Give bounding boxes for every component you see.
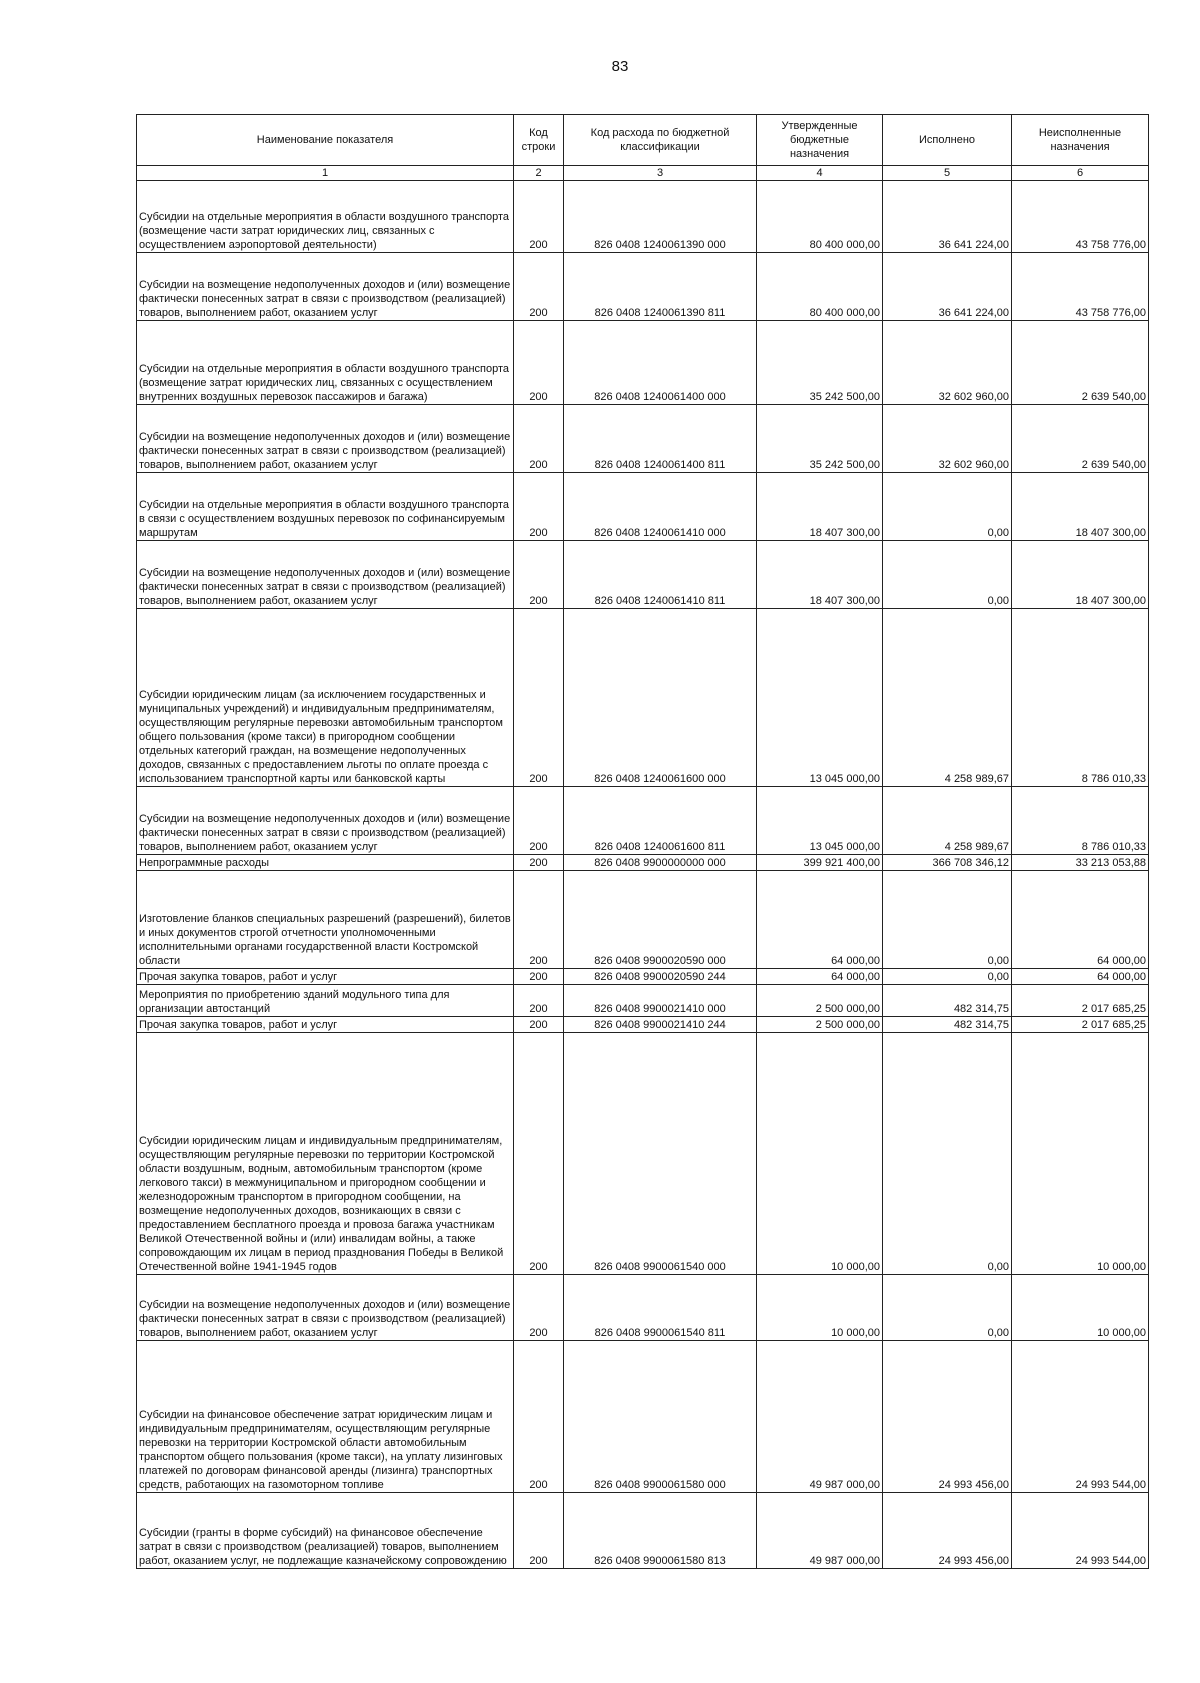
approved-amount: 18 407 300,00 [757,541,883,609]
unexecuted-amount: 2 017 685,25 [1012,985,1149,1017]
unexecuted-amount: 24 993 544,00 [1012,1493,1149,1569]
header-approved: Утвержденные бюджетные назначения [757,115,883,166]
line-code: 200 [514,253,564,321]
expense-code: 826 0408 9900000000 000 [564,855,757,871]
executed-amount: 0,00 [883,1275,1012,1341]
approved-amount: 64 000,00 [757,969,883,985]
header-unexecuted: Неисполненные назначения [1012,115,1149,166]
table-row [137,985,1149,1017]
expense-code: 826 0408 1240061390 000 [564,181,757,253]
executed-amount: 32 602 960,00 [883,405,1012,473]
line-code: 200 [514,473,564,541]
table-row [137,609,1149,787]
expense-code: 826 0408 1240061390 811 [564,253,757,321]
column-number-row [137,166,1149,181]
column-number: 5 [883,166,1012,181]
approved-amount: 13 045 000,00 [757,787,883,855]
table-row [137,541,1149,609]
approved-amount: 18 407 300,00 [757,473,883,541]
indicator-name: Изготовление бланков специальных разрешений (разрешений), билетов и иных документов строгой отчетности уполномоченными исполнительными органами государственной власти Костромской области [137,871,514,969]
unexecuted-amount: 10 000,00 [1012,1033,1149,1275]
line-code: 200 [514,541,564,609]
expense-code: 826 0408 1240061410 000 [564,473,757,541]
expense-code: 826 0408 1240061600 000 [564,609,757,787]
unexecuted-amount: 43 758 776,00 [1012,253,1149,321]
indicator-name: Субсидии (гранты в форме субсидий) на финансовое обеспечение затрат в связи с производством (реализацией) товаров, выполнением работ, оказанием услуг, не подлежащие казначейскому сопровождению [137,1493,514,1569]
approved-amount: 2 500 000,00 [757,985,883,1017]
header-line-code: Код строки [514,115,564,166]
indicator-name: Субсидии на возмещение недополученных доходов и (или) возмещение фактически понесенных затрат в связи с производством (реализацией) товаров, выполнением работ, оказанием услуг [137,1275,514,1341]
approved-amount: 49 987 000,00 [757,1341,883,1493]
indicator-name: Субсидии на возмещение недополученных доходов и (или) возмещение фактически понесенных затрат в связи с производством (реализацией) товаров, выполнением работ, оказанием услуг [137,405,514,473]
unexecuted-amount: 18 407 300,00 [1012,473,1149,541]
table-row [137,1275,1149,1341]
indicator-name: Субсидии на отдельные мероприятия в области воздушного транспорта (возмещение затрат юридических лиц, связанных с осуществлением внутренних воздушных перевозок пассажиров и багажа) [137,321,514,405]
expense-code: 826 0408 9900020590 244 [564,969,757,985]
page-number: 83 [611,58,629,75]
indicator-name: Субсидии юридическим лицам и индивидуальным предпринимателям, осуществляющим регулярные перевозки по территории Костромской области воздушным, водным, автомобильным транспортом (кроме легкового такси) в межмуниципальном и пригородном сообщении и железнодорожным транспортом в пригородном сообщении, на возмещение недополученных доходов, возникающих в связи с предоставлением бесплатного проезда и провоза багажа участникам Великой Отечественной войны и (или) инвалидам войны, а также сопровождающим их лицам в период празднования Победы в Великой Отечественной войне 1941-1945 годов [137,1033,514,1275]
executed-amount: 24 993 456,00 [883,1493,1012,1569]
indicator-name: Субсидии на возмещение недополученных доходов и (или) возмещение фактически понесенных затрат в связи с производством (реализацией) товаров, выполнением работ, оказанием услуг [137,253,514,321]
table-row [137,473,1149,541]
executed-amount: 0,00 [883,871,1012,969]
line-code: 200 [514,787,564,855]
executed-amount: 32 602 960,00 [883,321,1012,405]
table-row [137,1017,1149,1033]
executed-amount: 36 641 224,00 [883,253,1012,321]
line-code: 200 [514,1275,564,1341]
approved-amount: 399 921 400,00 [757,855,883,871]
expense-code: 826 0408 9900021410 000 [564,985,757,1017]
expense-code: 826 0408 1240061600 811 [564,787,757,855]
table-row [137,405,1149,473]
executed-amount: 24 993 456,00 [883,1341,1012,1493]
unexecuted-amount: 2 017 685,25 [1012,1017,1149,1033]
table-row [137,787,1149,855]
column-number: 6 [1012,166,1149,181]
column-number: 2 [514,166,564,181]
line-code: 200 [514,181,564,253]
indicator-name: Субсидии на возмещение недополученных доходов и (или) возмещение фактически понесенных затрат в связи с производством (реализацией) товаров, выполнением работ, оказанием услуг [137,541,514,609]
column-number: 1 [137,166,514,181]
table-row [137,871,1149,969]
line-code: 200 [514,871,564,969]
executed-amount: 482 314,75 [883,1017,1012,1033]
expense-code: 826 0408 9900061540 811 [564,1275,757,1341]
approved-amount: 49 987 000,00 [757,1493,883,1569]
executed-amount: 36 641 224,00 [883,181,1012,253]
column-number: 3 [564,166,757,181]
table-row [137,321,1149,405]
unexecuted-amount: 33 213 053,88 [1012,855,1149,871]
unexecuted-amount: 64 000,00 [1012,871,1149,969]
indicator-name: Непрограммные расходы [137,855,514,871]
approved-amount: 64 000,00 [757,871,883,969]
executed-amount: 0,00 [883,473,1012,541]
expense-code: 826 0408 1240061400 811 [564,405,757,473]
executed-amount: 4 258 989,67 [883,787,1012,855]
indicator-name: Субсидии на возмещение недополученных доходов и (или) возмещение фактически понесенных затрат в связи с производством (реализацией) товаров, выполнением работ, оказанием услуг [137,787,514,855]
line-code: 200 [514,1033,564,1275]
table-row [137,1493,1149,1569]
approved-amount: 80 400 000,00 [757,181,883,253]
expense-code: 826 0408 9900021410 244 [564,1017,757,1033]
indicator-name: Мероприятия по приобретению зданий модульного типа для организации автостанций [137,985,514,1017]
unexecuted-amount: 8 786 010,33 [1012,609,1149,787]
table-row [137,1033,1149,1275]
table-row [137,253,1149,321]
line-code: 200 [514,609,564,787]
table-header-row [137,115,1149,166]
executed-amount: 4 258 989,67 [883,609,1012,787]
expense-code: 826 0408 9900061540 000 [564,1033,757,1275]
line-code: 200 [514,985,564,1017]
unexecuted-amount: 2 639 540,00 [1012,321,1149,405]
executed-amount: 366 708 346,12 [883,855,1012,871]
header-executed: Исполнено [883,115,1012,166]
table-row [137,1341,1149,1493]
table-row [137,855,1149,871]
expense-code: 826 0408 1240061400 000 [564,321,757,405]
line-code: 200 [514,1017,564,1033]
header-expense-code: Код расхода по бюджетной классификации [564,115,757,166]
unexecuted-amount: 10 000,00 [1012,1275,1149,1341]
unexecuted-amount: 2 639 540,00 [1012,405,1149,473]
table-row [137,969,1149,985]
indicator-name: Прочая закупка товаров, работ и услуг [137,969,514,985]
table-row [137,181,1149,253]
approved-amount: 10 000,00 [757,1275,883,1341]
executed-amount: 482 314,75 [883,985,1012,1017]
approved-amount: 13 045 000,00 [757,609,883,787]
indicator-name: Прочая закупка товаров, работ и услуг [137,1017,514,1033]
approved-amount: 35 242 500,00 [757,405,883,473]
line-code: 200 [514,969,564,985]
unexecuted-amount: 18 407 300,00 [1012,541,1149,609]
line-code: 200 [514,1341,564,1493]
indicator-name: Субсидии на финансовое обеспечение затрат юридическим лицам и индивидуальным предпринимателям, осуществляющим регулярные перевозки на территории Костромской области автомобильным транспортом общего пользования (кроме такси), на уплату лизинговых платежей по договорам финансовой аренды (лизинга) транспортных средств, работающих на газомоторном топливе [137,1341,514,1493]
unexecuted-amount: 24 993 544,00 [1012,1341,1149,1493]
expense-code: 826 0408 9900061580 000 [564,1341,757,1493]
line-code: 200 [514,321,564,405]
unexecuted-amount: 43 758 776,00 [1012,181,1149,253]
approved-amount: 2 500 000,00 [757,1017,883,1033]
line-code: 200 [514,855,564,871]
budget-execution-table [136,114,1149,1569]
approved-amount: 10 000,00 [757,1033,883,1275]
line-code: 200 [514,1493,564,1569]
unexecuted-amount: 8 786 010,33 [1012,787,1149,855]
executed-amount: 0,00 [883,1033,1012,1275]
indicator-name: Субсидии на отдельные мероприятия в области воздушного транспорта (возмещение части затрат юридических лиц, связанных с осуществлением аэропортовой деятельности) [137,181,514,253]
column-number: 4 [757,166,883,181]
indicator-name: Субсидии на отдельные мероприятия в области воздушного транспорта в связи с осуществлением воздушных перевозок по софинансируемым маршрутам [137,473,514,541]
header-indicator-name: Наименование показателя [137,115,514,166]
expense-code: 826 0408 9900061580 813 [564,1493,757,1569]
expense-code: 826 0408 9900020590 000 [564,871,757,969]
line-code: 200 [514,405,564,473]
approved-amount: 80 400 000,00 [757,253,883,321]
executed-amount: 0,00 [883,541,1012,609]
executed-amount: 0,00 [883,969,1012,985]
approved-amount: 35 242 500,00 [757,321,883,405]
indicator-name: Субсидии юридическим лицам (за исключением государственных и муниципальных учреждений) и индивидуальным предпринимателям, осуществляющим регулярные перевозки автомобильным транспортом общего пользования (кроме такси) в пригородном сообщении отдельных категорий граждан, на возмещение недополученных доходов, связанных с предоставлением льготы по оплате проезда с использованием транспортной карты или банковской карты [137,609,514,787]
expense-code: 826 0408 1240061410 811 [564,541,757,609]
unexecuted-amount: 64 000,00 [1012,969,1149,985]
